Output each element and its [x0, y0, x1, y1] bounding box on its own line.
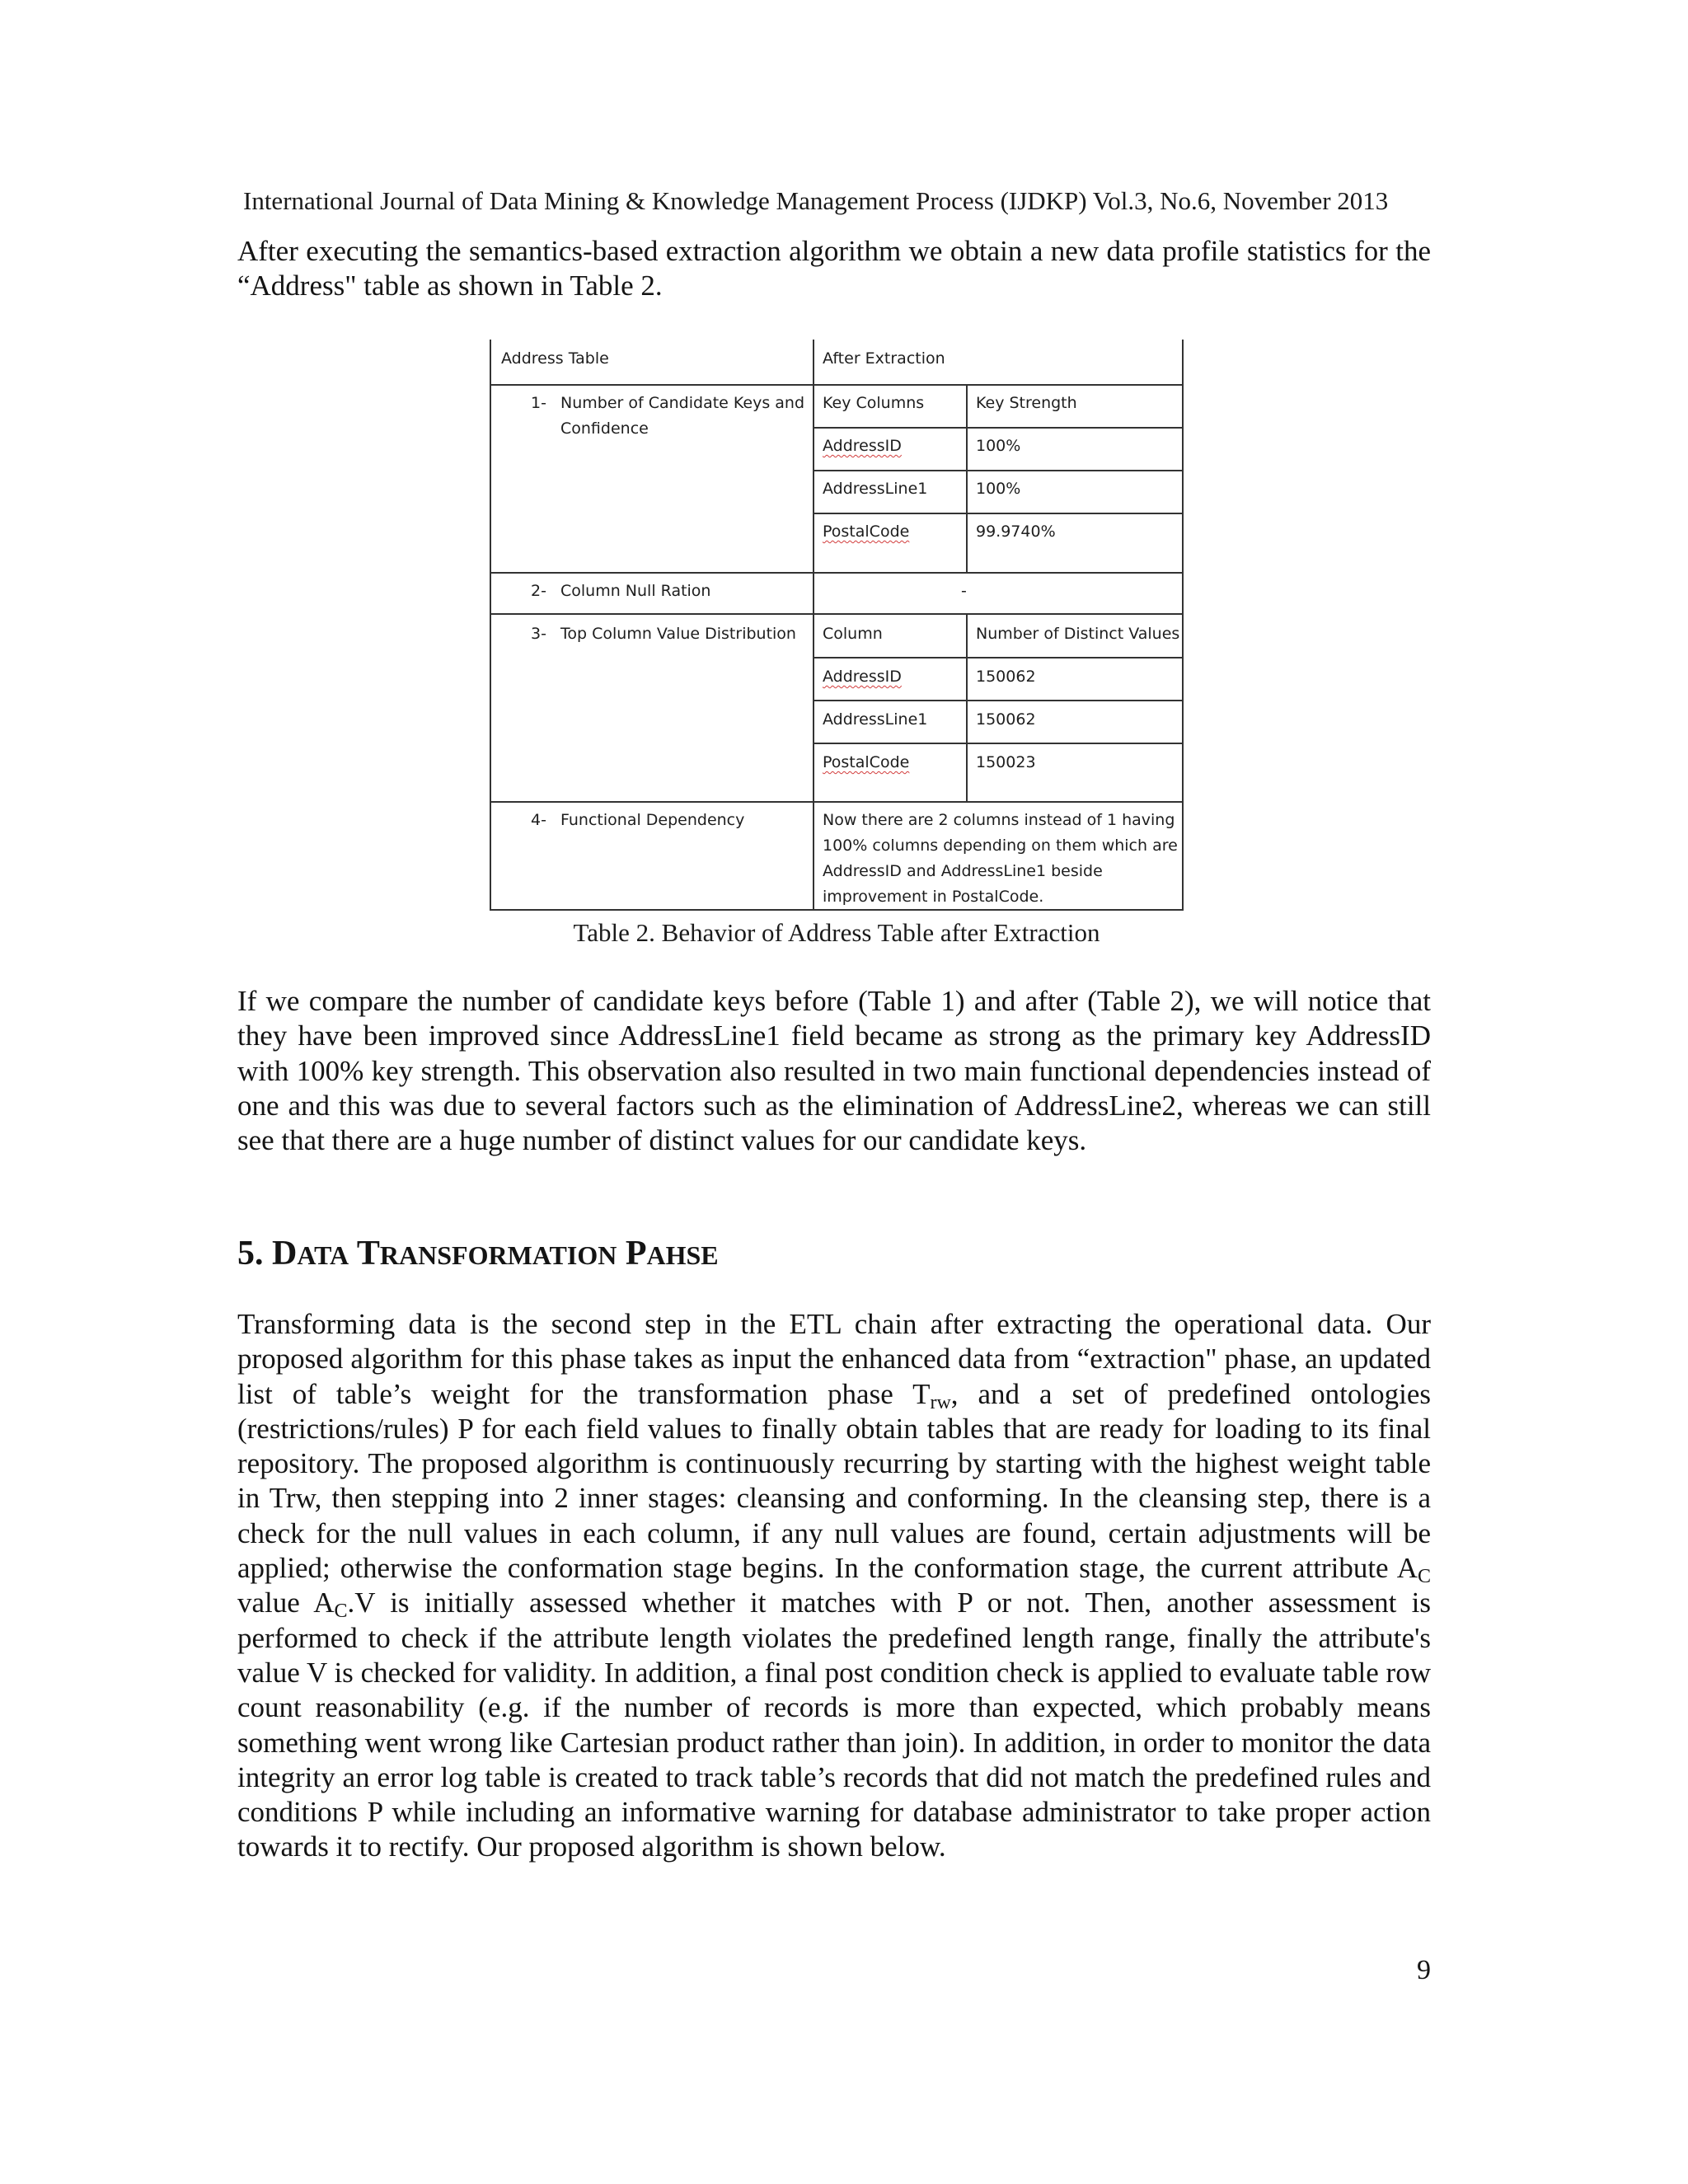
table-border	[490, 801, 1184, 803]
table-border	[813, 513, 1184, 514]
subscript: C	[1417, 1566, 1431, 1588]
body-paragraph: If we compare the number of candidate keys before (Table 1) and after (Table 2), we will notice that they have been improved since AddressLine1 field became as strong as the primary key AddressID with 100% key strength. This observation also resulted in two main functional dependencies instead of one and this was due to several factors such as the elimination of AddressLine2, whereas we can still see that there are a huge number of distinct values for our candidate keys.	[237, 985, 1431, 1157]
heading-rest: ATA	[297, 1240, 349, 1270]
table-cell: AddressLine1	[823, 710, 928, 729]
table-cell-line: AddressID and AddressLine1 beside	[823, 862, 1103, 880]
row-number: 3-	[531, 625, 546, 643]
table-cell: 150023	[976, 753, 1036, 771]
table-cell: 100%	[976, 480, 1021, 498]
table-cell: AddressLine1	[823, 480, 928, 498]
text-run: value A	[237, 1586, 335, 1619]
row-number: 1-	[531, 394, 546, 412]
page-number: 9	[1417, 1955, 1431, 1985]
table-cell: 150062	[976, 710, 1036, 729]
body-paragraph	[237, 1307, 1431, 1865]
text-run: .V is initially assessed whether it matches with P or not. Then, another assessment is performed to check if the attribute length violates the predefined length range, finally the attribute's value V is checked for validity. In addition, a final post condition check is applied to evaluate table row count reasonability (e.g. if the number of records is more than expected, which probably means something went wrong like Cartesian product rather than join). In addition, in order to monitor the data integrity an error log table is created to track table’s records that did not match the predefined rules and conditions P while including an informative warning for database administrator to take proper action towards it to rectify. Our proposed algorithm is shown below.	[237, 1586, 1431, 1863]
table-cell: -	[961, 582, 967, 600]
table-cell-line: Now there are 2 columns instead of 1 having	[823, 811, 1175, 829]
table-cell: AddressID	[823, 668, 902, 686]
table-border	[490, 613, 1184, 615]
table-2	[490, 340, 1184, 911]
row-number: 2-	[531, 582, 546, 600]
table-cell-line: 100% columns depending on them which are	[823, 837, 1178, 855]
table-border	[813, 427, 1184, 429]
table-border	[813, 657, 1184, 658]
table-cell: 150062	[976, 668, 1036, 686]
table-border	[490, 384, 1184, 386]
sub-header: Key Strength	[976, 394, 1077, 412]
row-label: Top Column Value Distribution	[560, 625, 796, 643]
section-heading	[237, 1230, 1431, 1278]
table-cell: 100%	[976, 437, 1021, 455]
table-border	[813, 743, 1184, 744]
section-number: 5.	[237, 1235, 264, 1272]
table-cell: AddressID	[823, 437, 902, 455]
text-run: , and a set of predefined ontologies (restrictions/rules) P for each field values to finally obtain tables that are ready for loading to its final repository. The proposed algorithm is continuously recurring by starting with the highest weight table in Trw, then stepping into 2 inner stages: cleansing and conforming. In the cleansing step, there is a check for the null values in each column, if any null values are found, certain adjustments will be applied; otherwise the conformation stage begins. In the conformation stage, the current attribute A	[237, 1377, 1431, 1585]
table-border	[490, 340, 491, 911]
heading-rest: RANSFORMATION	[379, 1240, 617, 1270]
table-cell: 99.9740%	[976, 523, 1056, 541]
row-number: 4-	[531, 811, 546, 829]
sub-header: Key Columns	[823, 394, 925, 412]
row-label: Number of Candidate Keys and Confidence	[560, 394, 805, 438]
subscript: rw	[930, 1391, 951, 1413]
table-caption: Table 2. Behavior of Address Table after Extraction	[573, 918, 1100, 947]
sub-header: Column	[823, 625, 883, 643]
heading-letter: T	[356, 1235, 380, 1272]
table-border	[813, 470, 1184, 471]
table-border	[813, 340, 814, 911]
heading-rest: AHSE	[646, 1240, 719, 1270]
row-label: Column Null Ration	[560, 582, 711, 600]
table-header-after-extraction: After Extraction	[823, 349, 945, 368]
text-run: Transforming data is the second step in the ETL chain after extracting the operational data. Our proposed algorithm for this phase takes as input the enhanced data from “extraction" phase, an updated list of table’s weight for the transformation phase T	[237, 1308, 1431, 1410]
table-border	[1182, 340, 1184, 911]
heading-letter: P	[625, 1235, 647, 1272]
intro-paragraph: After executing the semantics-based extraction algorithm we obtain a new data profile statistics for the “Address" table as shown in Table 2.	[237, 235, 1431, 302]
subscript: C	[334, 1601, 348, 1623]
table-cell-line: improvement in PostalCode.	[823, 888, 1044, 906]
table-border	[813, 700, 1184, 701]
sub-header: Number of Distinct Values	[976, 625, 1180, 643]
journal-header: International Journal of Data Mining & Knowledge Management Process (IJDKP) Vol.3, No.6, November 2013	[243, 186, 1389, 215]
table-border	[966, 384, 968, 572]
heading-letter: D	[272, 1235, 298, 1272]
table-border	[966, 613, 968, 801]
table-cell: PostalCode	[823, 523, 910, 541]
table-header-address: Address Table	[501, 349, 609, 368]
table-cell: PostalCode	[823, 753, 910, 771]
table-border	[490, 572, 1184, 574]
row-label: Functional Dependency	[560, 811, 745, 829]
